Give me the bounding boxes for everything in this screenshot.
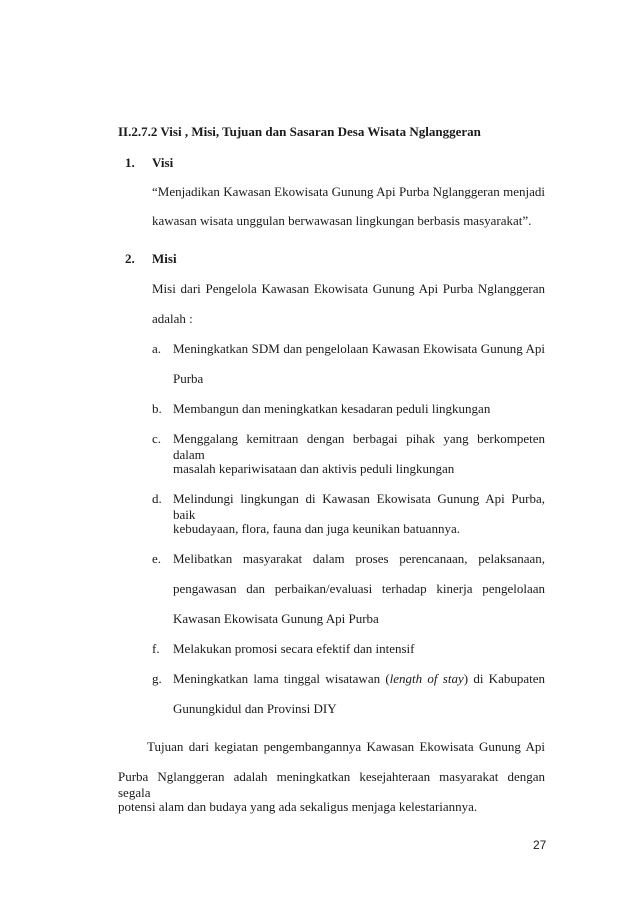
misi-item-e-line-3: Kawasan Ekowisata Gunung Api Purba (173, 611, 379, 626)
misi-item-e-line-1: Melibatkan masyarakat dalam proses perencanaan, pelaksanaan, (173, 551, 545, 566)
visi-title: Visi (152, 155, 174, 170)
misi-item-b-marker: b. (152, 401, 162, 416)
misi-item-c-line-2: masalah kepariwisataan dan aktivis peduli lingkungan (173, 461, 455, 476)
misi-item-g-italic-term: length of stay (389, 671, 464, 686)
misi-item-g-line-1 (173, 671, 545, 687)
misi-item-a-marker: a. (152, 341, 162, 356)
visi-text-line-2: kawasan wisata unggulan berwawasan lingkungan berbasis masyarakat”. (152, 213, 532, 228)
misi-item-g-text-after: ) di Kabupaten (463, 671, 545, 686)
misi-item-e-line-2: pengawasan dan perbaikan/evaluasi terhadap kinerja pengelolaan (173, 581, 545, 596)
misi-intro-line-1: Misi dari Pengelola Kawasan Ekowisata Gunung Api Purba Nglanggeran (152, 281, 545, 296)
misi-number: 2. (125, 251, 135, 266)
misi-item-g-text-before: Meningkatkan lama tinggal wisatawan ( (173, 671, 390, 686)
misi-item-d-marker: d. (152, 491, 162, 506)
misi-item-a-line-2: Purba (173, 371, 204, 386)
misi-item-a-line-1: Meningkatkan SDM dan pengelolaan Kawasan Ekowisata Gunung Api (173, 341, 545, 356)
misi-intro-line-2: adalah : (152, 311, 193, 326)
misi-item-f-line-1: Melakukan promosi secara efektif dan intensif (173, 641, 415, 656)
misi-title: Misi (152, 251, 177, 266)
misi-item-d-line-1: Melindungi lingkungan di Kawasan Ekowisata Gunung Api Purba, baik (173, 491, 545, 522)
misi-item-g-marker: g. (152, 671, 162, 686)
tujuan-line-2: Purba Nglanggeran adalah meningkatkan kesejahteraan masyarakat dengan segala (118, 769, 545, 800)
misi-item-c-line-1: Menggalang kemitraan dengan berbagai pihak yang berkompeten dalam (173, 431, 545, 462)
visi-number: 1. (125, 155, 135, 170)
misi-item-f-marker: f. (152, 641, 160, 656)
tujuan-line-3: potensi alam dan budaya yang ada sekaligus menjaga kelestariannya. (118, 799, 478, 814)
misi-item-e-marker: e. (152, 551, 162, 566)
visi-text-line-1: “Menjadikan Kawasan Ekowisata Gunung Api Purba Nglanggeran menjadi (152, 184, 545, 199)
page-number: 27 (533, 838, 547, 852)
misi-item-d-line-2: kebudayaan, flora, fauna dan juga keunikan batuannya. (173, 521, 460, 536)
misi-item-c-marker: c. (152, 431, 162, 446)
section-heading: II.2.7.2 Visi , Misi, Tujuan dan Sasaran Desa Wisata Nglanggeran (118, 124, 481, 139)
misi-item-b-line-1: Membangun dan meningkatkan kesadaran peduli lingkungan (173, 401, 491, 416)
tujuan-line-1: Tujuan dari kegiatan pengembangannya Kawasan Ekowisata Gunung Api (147, 739, 545, 754)
misi-item-g-line-2: Gunungkidul dan Provinsi DIY (173, 701, 337, 716)
